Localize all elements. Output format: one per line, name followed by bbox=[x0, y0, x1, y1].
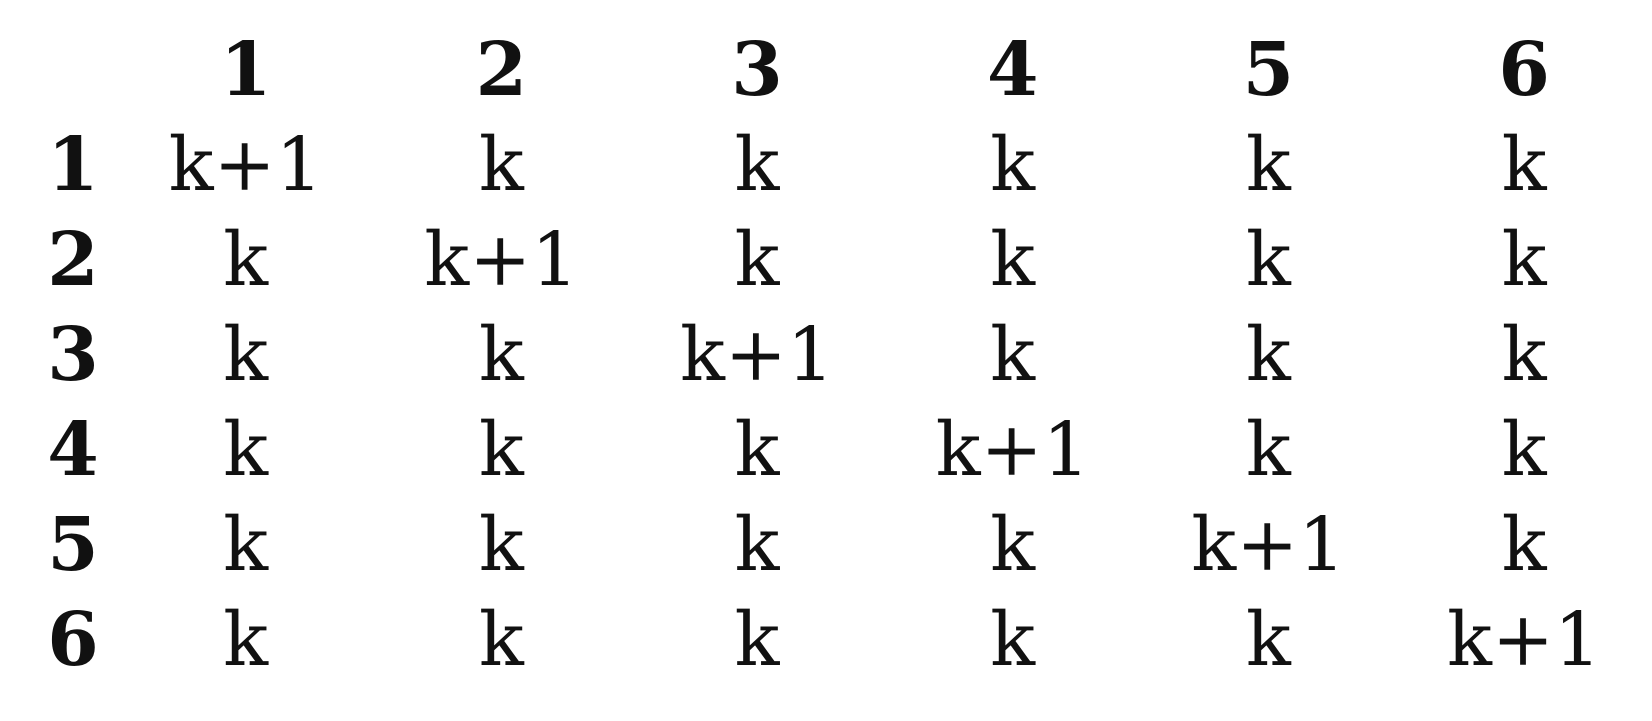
row-header-1: 1 bbox=[47, 121, 99, 208]
column-header-5: 5 bbox=[1242, 26, 1295, 113]
column-header-6: 6 bbox=[1498, 26, 1550, 113]
table-cell: k+1 bbox=[168, 121, 323, 208]
table-row bbox=[28, 212, 1652, 307]
table-cell: k bbox=[1245, 406, 1291, 493]
row-header-3: 3 bbox=[47, 311, 99, 398]
table-cell: k bbox=[734, 406, 780, 493]
row-header-2: 2 bbox=[47, 216, 99, 303]
column-header-3: 3 bbox=[731, 26, 783, 113]
table-cell: k bbox=[1245, 596, 1291, 683]
table-cell: k bbox=[734, 121, 780, 208]
table-cell: k+1 bbox=[680, 311, 835, 398]
table-cell: k bbox=[990, 216, 1036, 303]
table-cell: k bbox=[223, 216, 269, 303]
matrix-table bbox=[28, 22, 1652, 687]
table-cell: k+1 bbox=[1191, 501, 1346, 588]
table-cell: k bbox=[1501, 406, 1547, 493]
row-header-4: 4 bbox=[47, 406, 99, 493]
table-cell: k bbox=[734, 596, 780, 683]
table-cell: k+1 bbox=[935, 406, 1090, 493]
table-cell: k bbox=[734, 216, 780, 303]
table-cell: k bbox=[1501, 311, 1547, 398]
table-row bbox=[28, 497, 1652, 592]
column-header-4: 4 bbox=[986, 26, 1039, 113]
table-row bbox=[28, 592, 1652, 687]
table-cell: k+1 bbox=[424, 216, 579, 303]
table-cell: k bbox=[1501, 216, 1547, 303]
table-cell: k bbox=[223, 311, 269, 398]
table-cell: k bbox=[478, 311, 524, 398]
row-header-6: 6 bbox=[47, 596, 99, 683]
table-cell: k bbox=[478, 406, 524, 493]
table-cell: k bbox=[223, 596, 269, 683]
table-cell: k bbox=[1245, 216, 1291, 303]
table-cell: k bbox=[1501, 121, 1547, 208]
table-row bbox=[28, 402, 1652, 497]
table-cell: k bbox=[1501, 501, 1547, 588]
table-row bbox=[28, 117, 1652, 212]
column-header-row bbox=[28, 22, 1652, 117]
column-header-1: 1 bbox=[219, 26, 272, 113]
table-cell: k bbox=[990, 121, 1036, 208]
table-cell: k bbox=[478, 596, 524, 683]
table-cell: k bbox=[223, 406, 269, 493]
column-header-2: 2 bbox=[475, 26, 528, 113]
table-cell: k bbox=[1245, 311, 1291, 398]
table-cell: k bbox=[478, 121, 524, 208]
corner-cell bbox=[28, 22, 118, 117]
table-cell: k bbox=[990, 311, 1036, 398]
table-row bbox=[28, 307, 1652, 402]
table-cell: k bbox=[990, 596, 1036, 683]
table-cell: k bbox=[734, 501, 780, 588]
table-cell: k bbox=[1245, 121, 1291, 208]
table-cell: k+1 bbox=[1447, 596, 1602, 683]
table-cell: k bbox=[478, 501, 524, 588]
row-header-5: 5 bbox=[47, 501, 99, 588]
table-cell: k bbox=[990, 501, 1036, 588]
table-cell: k bbox=[223, 501, 269, 588]
